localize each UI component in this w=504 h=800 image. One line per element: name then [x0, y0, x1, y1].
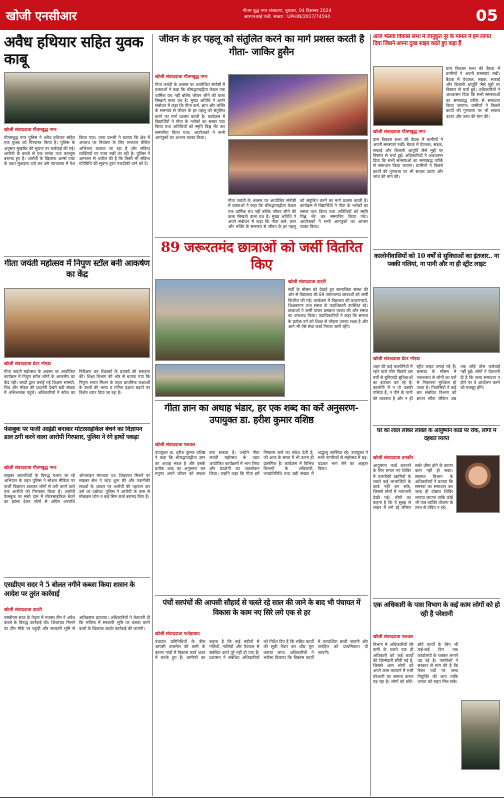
story-colony-body: शहर की कई कालोनियों में रहने वाले लोग पिछले दस वर्षों से बुनियादी सुविधाओं का इंतजार कर रहे हैं। कालोनी में न तो पक्की गलियां हैं, न पीने के पानी की व्यवस्था है और न ही स्ट्रीट लाइट लगाई गई हैं। बरसात के मौसम में जलभराव से लोगों का घरों से निकलना मुश्किल हो जाता है। निवासियों ने कई बार संबंधित विभाग को ज्ञापन सौंपा लेकिन अब तक कोई ठोस कार्रवाई नहीं हुई। लोगों ने चेतावनी दी है कि जल्द समाधान न होने पर वे आंदोलन करने को मजबूर होंगे।: [373, 364, 500, 401]
story-colony-byline: खोजी संवाददाता ग्रेटर नोएडा: [373, 357, 420, 362]
story-aslam-body-box: [373, 129, 443, 246]
story-gita-main-headline-box: [155, 34, 368, 72]
story-sp-byline: खोजी संवाददाता गौतमबुद्ध नगर: [4, 466, 57, 471]
story-gita-photo: [4, 288, 150, 358]
story-gita-main-byline: खोजी संवाददाता गौतमबुद्ध नगर: [155, 75, 208, 80]
edition-info: [110, 9, 464, 21]
story-officer-photo: [461, 700, 500, 770]
divider: [373, 425, 500, 426]
story-panchayat-headline-box: [155, 598, 368, 628]
divider: [373, 598, 500, 599]
story-gita-byline: खोजी संवाददाता ग्रेटर नोएडा: [4, 362, 51, 367]
divider: [4, 577, 150, 578]
story-sweaters-headline-box: [155, 240, 368, 276]
story-gita-main-photo-2: [228, 139, 368, 195]
story-sdm-byline: खोजी संवाददाता दादरी: [4, 608, 42, 613]
story-colony-photo: [373, 287, 500, 353]
story-harish-body: उपायुक्त डा. हरीश कुमार वशिष्ठ ने कहा कि श्रीमद्भगवद्गीता ज्ञान का अथाह भंडार है और इसके प्रत्येक शब्द का अनुसरण कर मनुष्य अपने जीवन को सफल बना सकता है। उन्होंने गीता जयंती महोत्सव के तहत आयोजित कार्यक्रमों में भाग लिया और प्रदर्शनी का अवलोकन किया। उन्होंने कहा कि गीता हमें निष्काम कर्म का संदेश देती है, जो आज के समय में भी उतना ही प्रासंगिक है। कार्यक्रम में विभिन्न विभागों के अधिकारी, जनप्रतिनिधि तथा बड़ी संख्या में श्रद्धालु उपस्थित रहे। उपायुक्त ने सभी नागरिकों से महोत्सव में बढ़-चढ़कर भाग लेने का आह्वान किया।: [155, 450, 368, 477]
story-aslam-byline: खोजी संवाददाता गौतमबुद्ध नगर: [373, 130, 426, 135]
story-sweaters-photo-2: [155, 364, 285, 397]
column-divider: [370, 34, 371, 796]
story-colony-headline-box: [373, 252, 500, 284]
story-sp-headline-box: [4, 426, 150, 464]
story-camp-headline: घर का लाल लोकर लावले के आयुष्मान कार्ड पर रोक, लोगों में दहशत व्याप्त: [376, 428, 497, 442]
story-aslam-photo: [373, 66, 443, 126]
divider: [4, 423, 150, 424]
registration-line: आरएनआई पंजी. संख्या : UPHIN/2017/74594: [243, 15, 331, 20]
column-divider: [152, 34, 153, 796]
story-panchayat-body: पंचायत प्रतिनिधियों के बीच आपसी तालमेल की कमी के कारण गांवों में विकास कार्य अधर में लटके हुए हैं। ग्रामीणों का कहना है कि कई महीनों से गलियों, नालियों और पेयजल से संबंधित कार्य पूरे नहीं हो पाए हैं। प्रशासन ने संबंधित अधिकारियों को निर्देश दिए हैं कि लंबित कार्यों की सूची तैयार कर शीघ्र पूरा कराया जाए। अधिकारियों ने भरोसा दिलाया कि विकास कार्यों में पारदर्शिता बरती जाएगी और जनहित को प्राथमिकता दी जाएगी।: [155, 639, 368, 660]
story-gita-main-body-box: [155, 74, 225, 234]
story-camp-headline-box: [373, 428, 500, 452]
story-aslam-body-side: ग्राम विकास सभा की बैठक में ग्रामीणों ने अपनी समस्याएं रखीं। बैठक में पेयजल, सड़क, सफाई और बिजली आपूर्ति जैसे मुद्दों पर विस्तार से चर्चा हुई। अधिकारियों ने आश्वासन दिया कि सभी समस्याओं का समयबद्ध तरीके से समाधान किया जाएगा। ग्रामीणों ने पिछले कार्यों की गुणवत्ता पर भी सवाल उठाए और जांच की मांग की।: [446, 66, 500, 119]
masthead: [0, 0, 504, 30]
story-harish-headline-box: [155, 403, 368, 439]
divider: [4, 256, 150, 257]
edition-date-line: गौतम बुद्ध नगर संस्करण, बुधवार, 04 दिसम्बर 2024: [242, 9, 332, 14]
newspaper-title: खोजी एनसीआर: [6, 8, 77, 23]
story-gita-headline-box: [4, 259, 150, 285]
story-gita-main-body: गीता जयंती के अवसर पर आयोजित संगोष्ठी में वक्ताओं ने कहा कि श्रीमद्भगवद्गीता केवल एक धार्मिक ग्रंथ नहीं बल्कि जीवन जीने की कला सिखाने वाला ग्रंथ है। मुख्य अतिथि ने अपने संबोधन में कहा कि गीता कर्म, ज्ञान और भक्ति के समन्वय से जीवन के हर पहलू को संतुलित करने का मार्ग प्रशस्त करती है। कार्यक्रम में विद्यार्थियों ने गीता के श्लोकों का सस्वर पाठ किया तथा अतिथियों को स्मृति चिह्न भेंट कर सम्मानित किया गया। आयोजकों ने सभी आगंतुकों का आभार व्यक्त किया।: [155, 82, 225, 140]
divider: [155, 400, 368, 401]
story-weapon-byline: खोजी संवाददाता गौतमबुद्ध नगर: [4, 128, 57, 133]
story-gita-main-photo: [228, 74, 368, 136]
story-officer-headline-box: [373, 601, 500, 631]
story-aslam-headline: आज भेलवा विकास सभा में जानुकुत नूर के मामल में हम लागत दिया जिसने अपना दुःख साझा करते हुए कहा हैं: [373, 34, 491, 47]
story-aslam-body-side-box: [446, 66, 500, 246]
story-sp-body: साइबर अपराधियों के विरुद्ध चलाए जा रहे अभियान के तहत पुलिस ने सोशल मीडिया पर फर्जी विज्ञापन डालकर लोगों से ठगी करने वाले एक आरोपी को गिरफ्तार किया है। आरोपी फेसबुक पर सस्ते दाम में मोटरसाइकिल बेचने का झांसा देकर लोगों से अग्रिम धनराशि ऑनलाइन मंगवाता था। शिकायत मिलने पर साइबर सेल ने जांच शुरू की और तकनीकी साक्ष्यों के आधार पर आरोपी की पहचान कर उसे धर दबोचा। पुलिस ने आरोपी के पास से मोबाइल फोन व कई सिम कार्ड बरामद किए हैं।: [4, 473, 150, 505]
story-weapon-photo: [4, 72, 150, 124]
story-sdm-headline: एसडीएम सदर ने 5 बोलत नगीने कब्जा किया शासन के आदेश पर तुरंत कार्रवाई: [4, 580, 135, 598]
story-weapon-headline-box: [4, 34, 150, 70]
story-gita-main-headline: जीवन के हर पहलू को संतुलित करने का मार्ग प्रशस्त करती है गीता- जाकिर हुसैन: [158, 34, 365, 58]
story-colony-body-box: [373, 356, 500, 422]
story-gita-main-body-cont: गीता जयंती के अवसर पर आयोजित संगोष्ठी में वक्ताओं ने कहा कि श्रीमद्भगवद्गीता केवल एक धार्मिक ग्रंथ नहीं बल्कि जीवन जीने की कला सिखाने वाला ग्रंथ है। मुख्य अतिथि ने अपने संबोधन में कहा कि गीता कर्म, ज्ञान और भक्ति के समन्वय से जीवन के हर पहलू को संतुलित करने का मार्ग प्रशस्त करती है। कार्यक्रम में विद्यार्थियों ने गीता के श्लोकों का सस्वर पाठ किया तथा अतिथियों को स्मृति चिह्न भेंट कर सम्मानित किया गया। आयोजकों ने सभी आगंतुकों का आभार व्यक्त किया।: [228, 198, 368, 230]
story-camp-portrait: [456, 455, 500, 513]
divider: [155, 237, 368, 238]
story-camp-body: आयुष्मान कार्ड बनवाने के लिए लगाए गए शिविर में तकनीकी खामियों के चलते कई लाभार्थियों के कार्ड नहीं बन सके, जिससे लोगों में नाराजगी देखी गई। लोगों का कहना है कि वे सुबह से लाइन में लगे रहे लेकिन सर्वर धीमा होने के कारण काम नहीं हो सका। स्वास्थ्य विभाग के अधिकारियों ने बताया कि समस्या का समाधान कर जल्द ही दोबारा शिविर लगाया जाएगा ताकि कोई भी पात्र व्यक्ति योजना के लाभ से वंचित न रहे।: [373, 463, 453, 511]
story-officer-headline: एक अधिकारी के पास विभाग के कई काम लोगों को हो रही है परेशानी: [373, 601, 500, 618]
story-panchayat-body-box: [155, 631, 368, 796]
story-officer-body-box: [373, 634, 458, 796]
story-officer-body: विभाग में अधिकारियों की कमी के चलते एक ही अधिकारी को कई कार्यों की जिम्मेदारी सौंपी गई है, जिससे आम लोगों को अपने काम करवाने में भारी परेशानी का सामना करना पड़ रहा है। लोगों को छोटे-छोटे कार्यों के लिए भी कई-कई दिन तक कार्यालयों के चक्कर लगाने पड़ रहे हैं। नागरिकों ने सरकार से मांग की है कि रिक्त पदों पर जल्द नियुक्ति की जाए ताकि जनता को राहत मिल सके।: [373, 642, 458, 685]
story-sp-headline: फेसबुक पर फर्जी आईडी बनाकर मोटरसाइकिल बेचने का विज्ञापन डाल ठगी करने वाला आरोपी गिरफ्तार, पुलिस ने रंगे हाथों पकड़ा: [4, 426, 142, 441]
story-sdm-headline-box: [4, 580, 150, 606]
story-gita-body-box: [4, 361, 150, 421]
story-sdm-body: एसडीएम सदर के नेतृत्व में राजस्व टीम ने अवैध कब्जे के विरुद्ध कार्रवाई की। शिकायत मिलने पर टीम मौके पर पहुंची और सरकारी भूमि से अतिक्रमण हटवाया। अधिकारियों ने चेतावनी दी कि भविष्य में सरकारी भूमि पर कब्जा करने वालों के खिलाफ कठोर कार्रवाई की जाएगी।: [4, 615, 150, 631]
page-number: 05: [475, 5, 498, 25]
story-weapon-body-box: [4, 127, 150, 253]
story-officer-byline: खोजी संवाददाता पलवल: [373, 635, 414, 640]
story-gita-main-body-cont-box: [228, 198, 368, 234]
story-harish-headline: गीता ज्ञान का अथाह भंडार, हर एक शब्द का करें अनुसरण-उपायुक्त डा. हरीश कुमार वशिष्ठ: [164, 403, 359, 426]
story-aslam-body: ग्राम विकास सभा की बैठक में ग्रामीणों ने अपनी समस्याएं रखीं। बैठक में पेयजल, सड़क, सफाई और बिजली आपूर्ति जैसे मुद्दों पर विस्तार से चर्चा हुई। अधिकारियों ने आश्वासन दिया कि सभी समस्याओं का समयबद्ध तरीके से समाधान किया जाएगा। ग्रामीणों ने पिछले कार्यों की गुणवत्ता पर भी सवाल उठाए और जांच की मांग की।: [373, 137, 443, 180]
divider: [373, 249, 500, 250]
story-sdm-body-box: [4, 607, 150, 795]
story-sp-body-box: [4, 465, 150, 575]
divider: [155, 595, 368, 596]
story-harish-byline: खोजी संवाददाता पलवल: [155, 443, 196, 448]
story-sweaters-photo: [155, 279, 285, 361]
story-camp-body-box: [373, 455, 453, 595]
story-panchayat-byline: खोजी संवाददाता फतेहाबाद: [155, 632, 200, 637]
story-sweaters-body: सर्दी के मौसम को देखते हुए सामाजिक संस्था की ओर से विद्यालय की 89 जरूरतमंद छात्राओं को जर्सी वितरित की गईं। कार्यक्रम में विद्यालय की प्रधानाचार्य, शिक्षकगण तथा संस्था के पदाधिकारी उपस्थित रहे। छात्राओं ने जर्सी पाकर प्रसन्नता व्यक्त की और संस्था का धन्यवाद किया। पदाधिकारियों ने कहा कि समाज के प्रत्येक वर्ग को शिक्षा से जोड़ना उनका लक्ष्य है और आगे भी ऐसे सेवा कार्य निरंतर जारी रहेंगे।: [288, 287, 368, 330]
story-sweaters-headline: 89 जरूरतमंद छात्राओं को जर्सी वितरित किए: [160, 240, 363, 273]
story-gita-body: गीता जयंती महोत्सव के अवसर पर आयोजित कार्यक्रम में निपुण स्टॉल लोगों के आकर्षण का केंद्र रही। बच्चों द्वारा बनाई गई शिक्षण सामग्री, चित्र और मॉडल की प्रदर्शनी देखने बड़ी संख्या में अभिभावक पहुंचे। अधिकारियों ने स्टॉल का निरीक्षण कर शिक्षकों के प्रयासों की सराहना की। शिक्षा विभाग की ओर से बताया गया कि निपुण भारत मिशन के तहत प्राथमिक कक्षाओं के बच्चों की भाषा व गणित दक्षता बढ़ाने पर विशेष ध्यान दिया जा रहा है।: [4, 369, 150, 396]
story-weapon-headline: अवैध हथियार सहित युवक काबू: [4, 34, 144, 68]
story-weapon-body: गौतमबुद्ध नगर पुलिस ने अवैध हथियार सहित एक युवक को गिरफ्तार किया है। पुलिस के अनुसार मुखबिर की सूचना पर कार्रवाई की गई। आरोपी के कब्जे से एक तमंचा तथा कारतूस बरामद हुए हैं। आरोपी के खिलाफ आर्म्स एक्ट के तहत मुकदमा दर्ज कर उसे न्यायालय में पेश किया गया। थाना प्रभारी ने बताया कि क्षेत्र में अपराध पर नियंत्रण के लिए लगातार चेकिंग अभियान चलाया जा रहा है और संदिग्ध व्यक्तियों पर नजर रखी जा रही है। पुलिस ने आमजन से अपील की है कि किसी भी संदिग्ध गतिविधि की सूचना तुरंत नजदीकी थाने को दें।: [4, 135, 150, 167]
story-aslam-headline-box: [373, 34, 500, 64]
story-panchayat-headline: पंचों सरपंचों की आपसी सौहार्द से चलते रहे साल की जाने के बाद भी पंचायत में विकास के काम नए सिरे लगे एक से हर: [162, 598, 361, 617]
story-sweaters-byline: खोजी संवाददाता दादरी: [288, 280, 326, 285]
story-camp-byline: खोजी संवाददाता दनकौर: [373, 456, 414, 461]
story-harish-body-box: [155, 442, 368, 592]
story-colony-headline: कालोनीवासियों को 10 वर्षों से सुविधाओं का इंतजार.. ना पक्की गलियां, ना पानी और ना ही स्ट्रीट लाइट: [374, 252, 499, 268]
story-sweaters-body-box: [288, 279, 368, 397]
bottom-rule: [0, 797, 504, 798]
story-gita-headline: गीता जयंती महोत्सव में निपुण स्टॉल बनी आकर्षण का केंद्र: [4, 259, 150, 280]
